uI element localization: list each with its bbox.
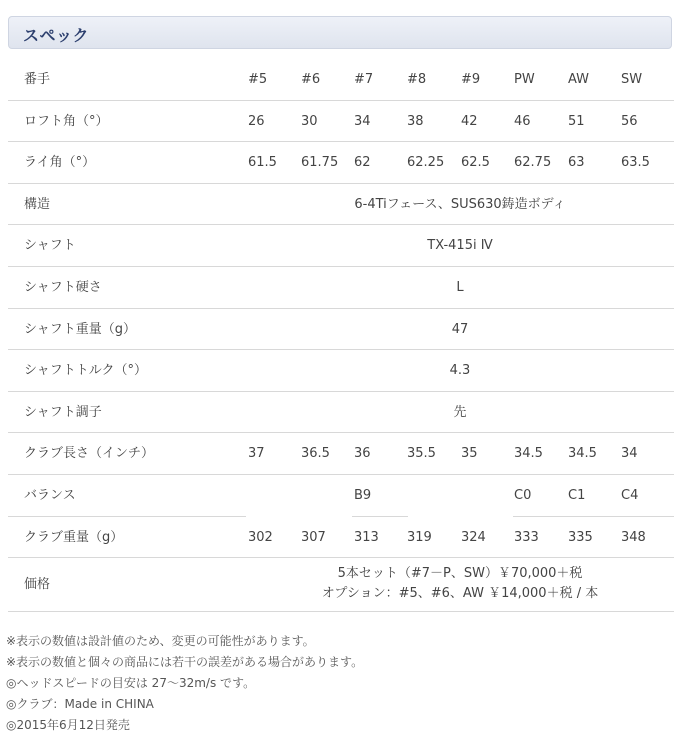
row-balance bbox=[8, 475, 674, 517]
table-cell: L bbox=[456, 279, 464, 295]
table-cell: 63.5 bbox=[621, 155, 650, 171]
footnotes bbox=[6, 631, 363, 736]
table-cell: 38 bbox=[407, 113, 424, 129]
col-header: #8 bbox=[407, 72, 427, 87]
table-cell: 348 bbox=[621, 529, 646, 545]
row-club-weight bbox=[8, 517, 674, 559]
table-cell: 34.5 bbox=[514, 446, 543, 462]
table-cell: C0 bbox=[514, 487, 532, 503]
row-price bbox=[8, 558, 674, 612]
row-number bbox=[8, 59, 674, 101]
row-club-length bbox=[8, 433, 674, 475]
row-label: クラブ重量（g） bbox=[24, 529, 124, 545]
table-cell: 324 bbox=[461, 529, 486, 545]
table-cell: 62 bbox=[354, 155, 371, 171]
table-cell: 307 bbox=[301, 529, 326, 545]
col-header: #6 bbox=[301, 72, 321, 87]
table-cell: 42 bbox=[461, 113, 478, 129]
table-cell: C4 bbox=[621, 487, 639, 503]
table-cell: TX-415i Ⅳ bbox=[427, 238, 493, 254]
footnote: ※表示の数値と個々の商品には若干の誤差がある場合があります。 bbox=[6, 655, 364, 669]
row-label: 価格 bbox=[24, 577, 51, 593]
table-cell: 319 bbox=[407, 529, 432, 545]
row-structure bbox=[8, 184, 674, 226]
table-cell: 26 bbox=[248, 113, 265, 129]
row-shaft-weight bbox=[8, 309, 674, 351]
col-header: AW bbox=[568, 72, 590, 87]
col-header: #9 bbox=[461, 72, 481, 87]
table-cell: 36 bbox=[354, 446, 371, 462]
col-header: SW bbox=[621, 72, 643, 87]
row-loft bbox=[8, 101, 674, 143]
footnote: ◎クラブ：Made in CHINA bbox=[6, 697, 154, 711]
col-header: #7 bbox=[354, 72, 374, 87]
row-label: シャフトトルク（°） bbox=[24, 363, 147, 379]
col-header: PW bbox=[514, 72, 535, 87]
row-shaft-kick bbox=[8, 392, 674, 434]
table-cell: 35 bbox=[461, 446, 478, 462]
row-lie bbox=[8, 142, 674, 184]
footnote: ◎ヘッドスピードの目安は 27～32m/s です。 bbox=[6, 676, 256, 690]
table-cell: 56 bbox=[621, 113, 638, 129]
table-cell: 51 bbox=[568, 113, 585, 129]
footnote: ◎2015年6月12日発売 bbox=[6, 718, 130, 732]
table-cell: 6-4Tiフェース、SUS630鋳造ボディ bbox=[354, 196, 566, 212]
table-cell: 313 bbox=[354, 529, 379, 545]
table-cell: 46 bbox=[514, 113, 531, 129]
table-cell: 34 bbox=[354, 113, 371, 129]
table-cell: 4.3 bbox=[449, 363, 471, 379]
table-cell: 34 bbox=[621, 446, 638, 462]
row-label: シャフト調子 bbox=[24, 404, 102, 420]
row-label: クラブ長さ（インチ） bbox=[24, 446, 155, 462]
row-shaft-flex bbox=[8, 267, 674, 309]
row-label: シャフト重量（g） bbox=[24, 321, 136, 337]
spec-table bbox=[8, 59, 674, 612]
spec-header bbox=[8, 16, 672, 49]
table-cell: 302 bbox=[248, 529, 273, 545]
table-cell: 47 bbox=[451, 321, 469, 337]
table-cell: 333 bbox=[514, 529, 539, 545]
table-cell: B9 bbox=[354, 487, 372, 503]
table-cell: 62.5 bbox=[461, 155, 490, 171]
row-label: ロフト角（°） bbox=[24, 113, 109, 129]
row-shaft-torque bbox=[8, 350, 674, 392]
table-cell: 62.75 bbox=[514, 155, 552, 171]
table-cell: 335 bbox=[568, 529, 593, 545]
price-text bbox=[254, 564, 666, 604]
price-option: オプション：#5、#6、AW ￥14,000＋税 / 本 bbox=[321, 586, 599, 602]
table-cell: 30 bbox=[301, 113, 318, 129]
table-cell: 62.25 bbox=[407, 155, 445, 171]
row-label: ライ角（°） bbox=[24, 155, 96, 171]
table-cell: 先 bbox=[453, 404, 467, 420]
footnote: ※表示の数値は設計値のため、変更の可能性があります。 bbox=[6, 634, 315, 648]
table-cell: 36.5 bbox=[301, 446, 330, 462]
row-label: シャフト bbox=[24, 238, 76, 254]
row-label: シャフト硬さ bbox=[24, 279, 102, 295]
table-cell: 61.75 bbox=[301, 155, 339, 171]
row-label: 構造 bbox=[24, 196, 51, 212]
table-cell: 35.5 bbox=[407, 446, 436, 462]
price-set: 5本セット（#7－P、SW）￥70,000＋税 bbox=[337, 566, 583, 582]
row-shaft bbox=[8, 225, 674, 267]
col-header: #5 bbox=[248, 72, 268, 87]
table-cell: C1 bbox=[568, 487, 586, 503]
table-cell: 63 bbox=[568, 155, 585, 171]
table-cell: 61.5 bbox=[248, 155, 277, 171]
row-label: 番手 bbox=[24, 72, 51, 87]
table-cell: 37 bbox=[248, 446, 265, 462]
section-title: スペック bbox=[23, 26, 90, 45]
table-cell: 34.5 bbox=[568, 446, 597, 462]
row-label: バランス bbox=[24, 487, 76, 503]
